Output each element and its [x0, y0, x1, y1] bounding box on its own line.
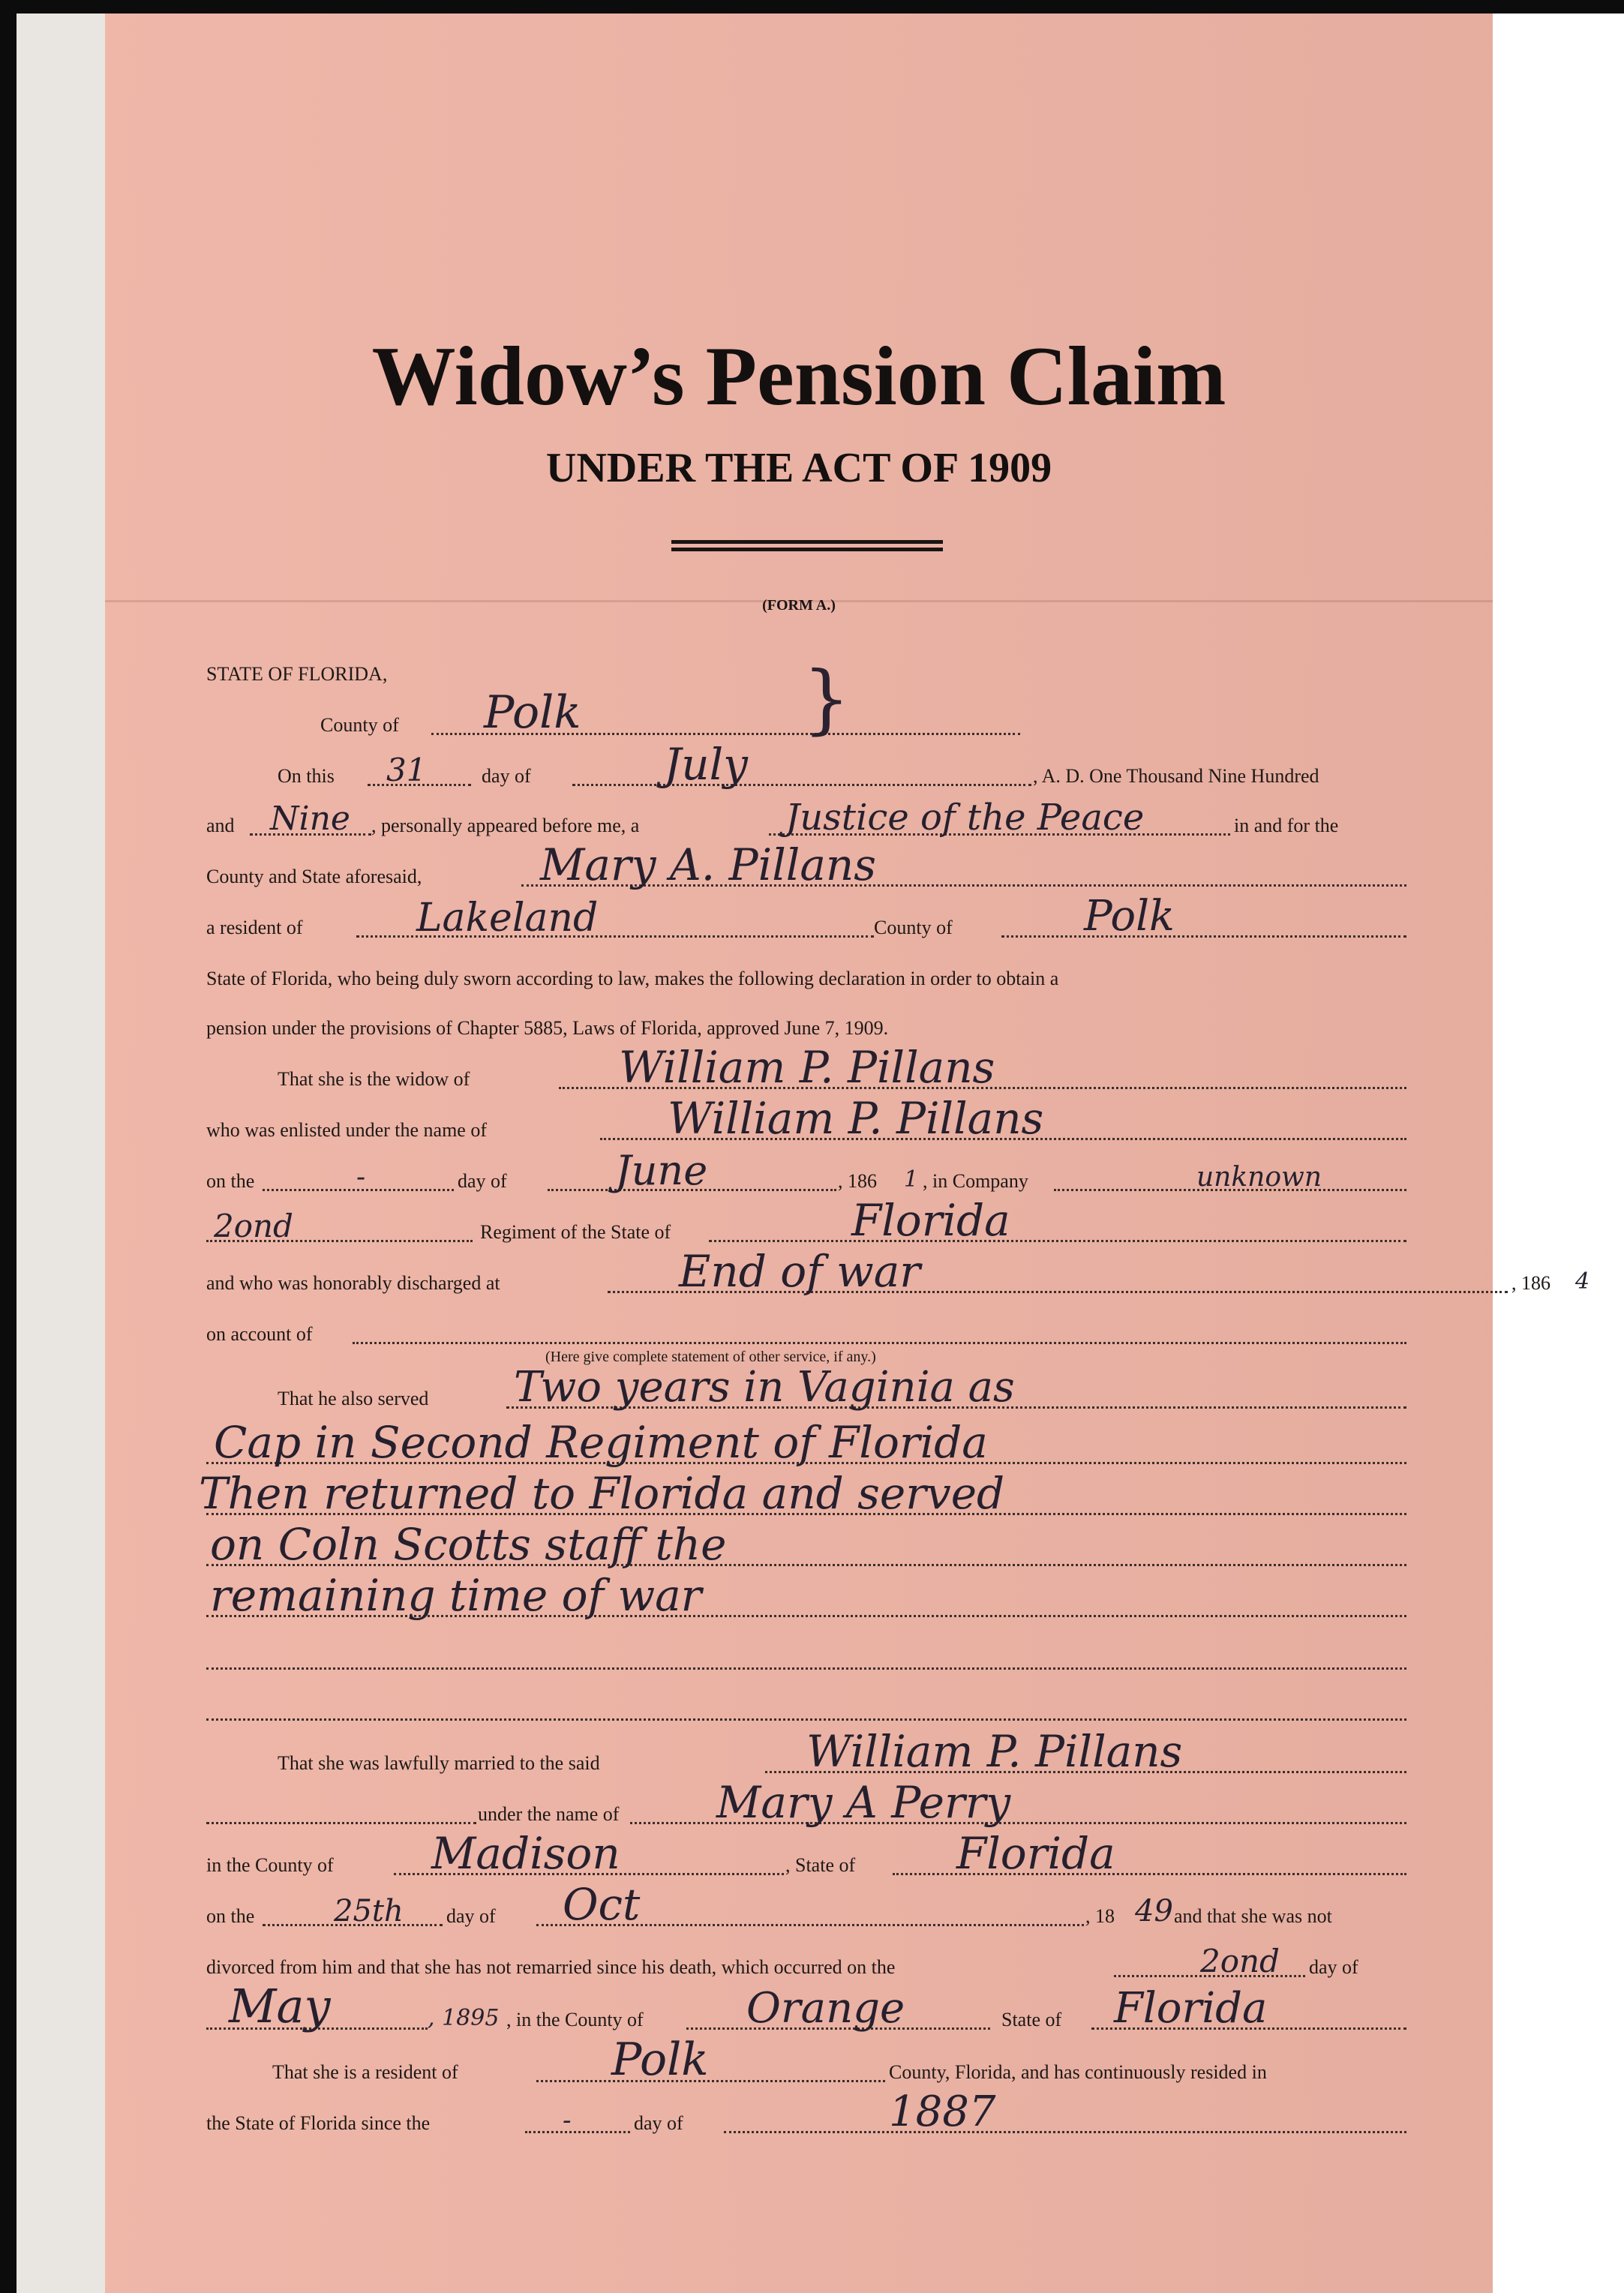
declaration-line-1	[206, 954, 1410, 996]
enlisted-handwriting: William P. Pillans	[668, 1093, 1044, 1144]
regiment-label: Regiment of the State of	[480, 1221, 671, 1243]
enlist-day-of-label: day of	[458, 1170, 507, 1192]
ad-text: , A. D. One Thousand Nine Hundred	[1033, 765, 1319, 787]
marriage-year-prefix: , 18	[1085, 1905, 1115, 1927]
married-handwriting: William P. Pillans	[806, 1726, 1183, 1777]
death-state-handwriting: Florida	[1114, 1984, 1268, 2033]
since-year-handwriting: 1887	[889, 2087, 996, 2136]
account-label: on account of	[206, 1323, 313, 1345]
appeared-text: , personally appeared before me, a	[371, 815, 640, 836]
maiden-name-handwriting: Mary A Perry	[716, 1777, 1011, 1828]
marriage-date-line	[206, 1879, 1410, 1934]
resident-of-label: a resident of	[206, 917, 303, 938]
also-served-handwriting-2: Cap in Second Regiment of Florida	[214, 1417, 988, 1468]
residency-line	[206, 2033, 1410, 2090]
marriage-county-line	[206, 1828, 1410, 1883]
company-handwriting: unknown	[1196, 1162, 1322, 1193]
day-of-label: day of	[482, 765, 531, 787]
scanner-edge-top	[0, 0, 1624, 14]
death-state-label: State of	[1001, 2009, 1062, 2030]
county-of-label: County of	[874, 917, 953, 938]
county-label: County of	[320, 714, 399, 736]
official-handwriting: Justice of the Peace	[785, 797, 1145, 839]
appeared-line	[206, 797, 1410, 843]
month-dotted-line	[572, 784, 1031, 786]
service-dotted-line-6	[206, 1667, 1406, 1670]
married-label: That she was lawfully married to the said	[278, 1752, 600, 1774]
divorced-line	[206, 1943, 1410, 1985]
account-dotted-line	[353, 1342, 1406, 1344]
residence-line	[206, 892, 1410, 945]
in-company-label: , in Company	[923, 1170, 1028, 1192]
enlisted-line	[206, 1093, 1410, 1148]
discharged-line	[206, 1246, 1590, 1301]
discharged-handwriting: End of war	[679, 1246, 921, 1297]
other-service-note: (Here give complete statement of other service, if any.)	[545, 1349, 876, 1365]
marriage-day-handwriting: 25th	[334, 1894, 404, 1928]
marriage-day-of-label: day of	[446, 1905, 496, 1927]
service-line-3	[199, 1468, 1410, 1523]
also-served-line	[206, 1363, 1410, 1416]
enlist-year-prefix: , 186	[838, 1170, 877, 1192]
death-day-of-label: day of	[1309, 1956, 1358, 1978]
residency-county-text: County, Florida, and has continuously resided in	[889, 2061, 1267, 2083]
enlist-date-line	[206, 1147, 1410, 1199]
on-the-label: on the	[206, 1170, 255, 1192]
discharge-year-prefix: , 186	[1511, 1272, 1550, 1294]
and-label: and	[206, 815, 235, 836]
scanner-edge-left	[0, 0, 17, 2293]
marriage-county-label: in the County of	[206, 1854, 334, 1876]
claimant-line	[206, 839, 1410, 894]
form-label: (FORM A.)	[762, 597, 836, 614]
not-divorced-text: and that she was not	[1174, 1905, 1332, 1927]
year-handwriting: Nine	[270, 800, 350, 838]
account-line	[206, 1310, 1410, 1352]
married-line	[206, 1726, 1410, 1781]
maiden-name-dotted-lead	[206, 1822, 476, 1824]
service-dotted-line-7	[206, 1718, 1406, 1721]
residency-since-line	[206, 2087, 1410, 2141]
document-subtitle: UNDER THE ACT OF 1909	[545, 445, 1052, 491]
death-month-handwriting: May	[229, 1979, 331, 2033]
regiment-state-handwriting: Florida	[851, 1195, 1010, 1246]
also-served-handwriting-3: Then returned to Florida and served	[199, 1468, 1005, 1519]
also-served-handwriting-5: remaining time of war	[210, 1570, 702, 1621]
residence-county-handwriting: Polk	[1084, 892, 1175, 941]
claimant-handwriting: Mary A. Pillans	[540, 839, 877, 890]
enlist-month-handwriting: June	[615, 1147, 708, 1194]
residency-label: That she is a resident of	[272, 2061, 458, 2083]
service-line-6	[206, 1635, 1410, 1677]
discharge-year-handwriting: 4	[1575, 1268, 1590, 1295]
since-day-dotted-line	[525, 2131, 630, 2133]
enlisted-label: who was enlisted under the name of	[206, 1119, 488, 1141]
divorced-text: divorced from him and that she has not remarried since his death, which occurred on the	[206, 1956, 896, 1978]
widow-of-label: That she is the widow of	[278, 1068, 470, 1090]
on-this-label: On this	[278, 765, 335, 787]
service-line-7	[206, 1686, 1410, 1728]
since-label: the State of Florida since the	[206, 2112, 431, 2134]
month-handwriting: July	[664, 739, 748, 790]
regiment-line	[206, 1195, 1410, 1250]
marriage-on-the-label: on the	[206, 1905, 255, 1927]
enlist-day-handwriting: -	[356, 1162, 366, 1193]
widow-of-line	[206, 1042, 1410, 1097]
marriage-year-handwriting: 49	[1135, 1894, 1173, 1928]
state-label: STATE OF FLORIDA,	[206, 663, 388, 685]
service-line-5	[206, 1570, 1410, 1625]
service-line-4	[206, 1519, 1410, 1574]
declaration-line-2	[206, 1004, 1410, 1046]
death-year-handwriting: , 1895	[428, 2005, 500, 2031]
residency-county-handwriting: Polk	[611, 2033, 709, 2086]
also-served-handwriting-4: on Coln Scotts staff the	[210, 1519, 727, 1570]
since-day-of-label: day of	[634, 2112, 683, 2134]
county-state-label: County and State aforesaid,	[206, 866, 422, 887]
title-rule-top	[671, 540, 943, 544]
maiden-name-line	[206, 1777, 1410, 1832]
death-county-handwriting: Orange	[746, 1984, 905, 2033]
in-and-for-label: in and for the	[1234, 815, 1339, 836]
enlist-year-handwriting: 1	[904, 1166, 919, 1193]
since-year-dotted-line	[724, 2131, 1406, 2133]
residence-county-dotted-line	[1001, 935, 1406, 938]
widow-of-handwriting: William P. Pillans	[619, 1042, 995, 1093]
declaration-text-2: pension under the provisions of Chapter 5885, Laws of Florida, approved June 7, 1909.	[206, 1017, 889, 1039]
death-date-line	[206, 1979, 1410, 2037]
maiden-name-label: under the name of	[478, 1803, 620, 1825]
county-handwriting: Polk	[484, 686, 581, 739]
bracket-mark: }	[803, 655, 851, 743]
service-line-2	[206, 1417, 1410, 1472]
day-handwriting: 31	[386, 752, 427, 788]
document-title: Widow’s Pension Claim	[371, 330, 1226, 423]
on-this-line	[206, 739, 1410, 794]
death-day-handwriting: 2ond	[1200, 1943, 1280, 1979]
regiment-handwriting: 2ond	[214, 1208, 293, 1244]
regiment-state-dotted-line	[709, 1240, 1406, 1242]
also-served-label: That he also served	[278, 1388, 429, 1409]
death-county-label: , in the County of	[506, 2009, 644, 2030]
residency-county-dotted-line	[536, 2080, 885, 2082]
scan-background	[17, 14, 105, 2293]
declaration-text-1: State of Florida, who being duly sworn according to law, makes the following declaration in order to obtain a	[206, 968, 1059, 989]
residence-handwriting: Lakeland	[416, 896, 599, 941]
marriage-state-handwriting: Florida	[956, 1828, 1115, 1879]
discharged-label: and who was honorably discharged at	[206, 1272, 500, 1294]
marriage-month-handwriting: Oct	[563, 1879, 641, 1930]
marriage-state-label: , State of	[785, 1854, 856, 1876]
also-served-handwriting-1: Two years in Vaginia as	[514, 1363, 1015, 1412]
title-rule-bottom	[671, 548, 943, 551]
marriage-county-handwriting: Madison	[431, 1828, 620, 1879]
since-day-handwriting: -	[563, 2105, 572, 2135]
